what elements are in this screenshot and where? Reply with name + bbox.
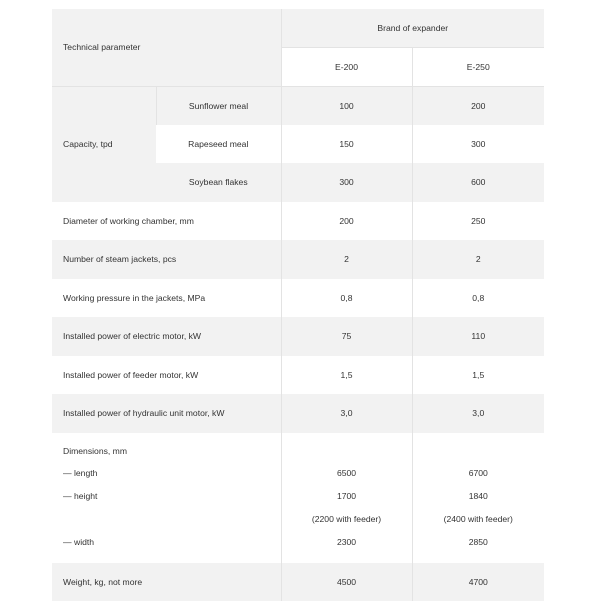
row-label: Installed power of feeder motor, kW xyxy=(52,356,281,395)
row-value-e200: 200 xyxy=(281,202,412,241)
height-note-e250: (2400 with feeder) xyxy=(443,513,513,524)
weight-label: Weight, kg, not more xyxy=(52,563,281,601)
row-label: Installed power of hydraulic unit motor, kW xyxy=(52,394,281,433)
row-value-e250: 1,5 xyxy=(412,356,544,395)
height-value-e250: 1840 xyxy=(468,491,488,502)
row-value-e200: 3,0 xyxy=(281,394,412,433)
row-value-e200: 0,8 xyxy=(281,279,412,318)
technical-parameter-header: Technical parameter xyxy=(52,9,281,86)
weight-value-e250: 4700 xyxy=(412,563,544,601)
row-value-e200: 75 xyxy=(281,317,412,356)
table-row xyxy=(52,202,544,241)
capacity-sub-label: Sunflower meal xyxy=(156,86,281,125)
table-row xyxy=(52,356,544,395)
model-e250: E-250 xyxy=(412,47,544,86)
width-value-e200: 2300 xyxy=(336,536,357,547)
dimensions-label: Dimensions, mm xyxy=(63,445,127,456)
model-e200: E-200 xyxy=(281,47,412,86)
row-value-e200: 2 xyxy=(281,240,412,279)
row-value-e250: 250 xyxy=(412,202,544,241)
capacity-sub-label: Rapeseed meal xyxy=(156,125,281,164)
row-label: Diameter of working chamber, mm xyxy=(52,202,281,241)
capacity-value-e200: 100 xyxy=(281,86,412,125)
table-row xyxy=(52,317,544,356)
length-value-e200: 6500 xyxy=(336,468,357,479)
capacity-label: Capacity, tpd xyxy=(52,86,156,202)
weight-value-e200: 4500 xyxy=(281,563,412,601)
capacity-value-e200: 300 xyxy=(281,163,412,202)
header-row xyxy=(52,9,544,47)
height-label: — height xyxy=(63,491,98,502)
capacity-value-e250: 200 xyxy=(412,86,544,125)
table-row xyxy=(52,240,544,279)
capacity-value-e200: 150 xyxy=(281,125,412,164)
height-note-e200: (2200 with feeder) xyxy=(311,513,382,524)
row-label: Working pressure in the jackets, MPa xyxy=(52,279,281,318)
width-value-e250: 2850 xyxy=(468,536,488,547)
row-value-e250: 110 xyxy=(412,317,544,356)
row-label: Number of steam jackets, pcs xyxy=(52,240,281,279)
length-label: — length xyxy=(63,468,98,479)
weight-row xyxy=(52,563,544,601)
dimensions-label-cell xyxy=(52,433,281,563)
length-value-e250: 6700 xyxy=(468,468,488,479)
width-label: — width xyxy=(63,536,95,547)
dimensions-row xyxy=(52,433,544,563)
table-row xyxy=(52,279,544,318)
brand-header: Brand of expander xyxy=(281,9,544,47)
capacity-sub-label: Soybean flakes xyxy=(156,163,281,202)
row-value-e250: 0,8 xyxy=(412,279,544,318)
dimensions-e250-cell xyxy=(412,433,544,563)
table-row xyxy=(52,394,544,433)
height-value-e200: 1700 xyxy=(336,491,357,502)
capacity-row-sunflower xyxy=(52,86,544,125)
row-value-e250: 3,0 xyxy=(412,394,544,433)
dimensions-e200-cell xyxy=(281,433,412,563)
capacity-value-e250: 300 xyxy=(412,125,544,164)
spec-table xyxy=(52,9,544,601)
row-value-e250: 2 xyxy=(412,240,544,279)
capacity-value-e250: 600 xyxy=(412,163,544,202)
row-label: Installed power of electric motor, kW xyxy=(52,317,281,356)
row-value-e200: 1,5 xyxy=(281,356,412,395)
